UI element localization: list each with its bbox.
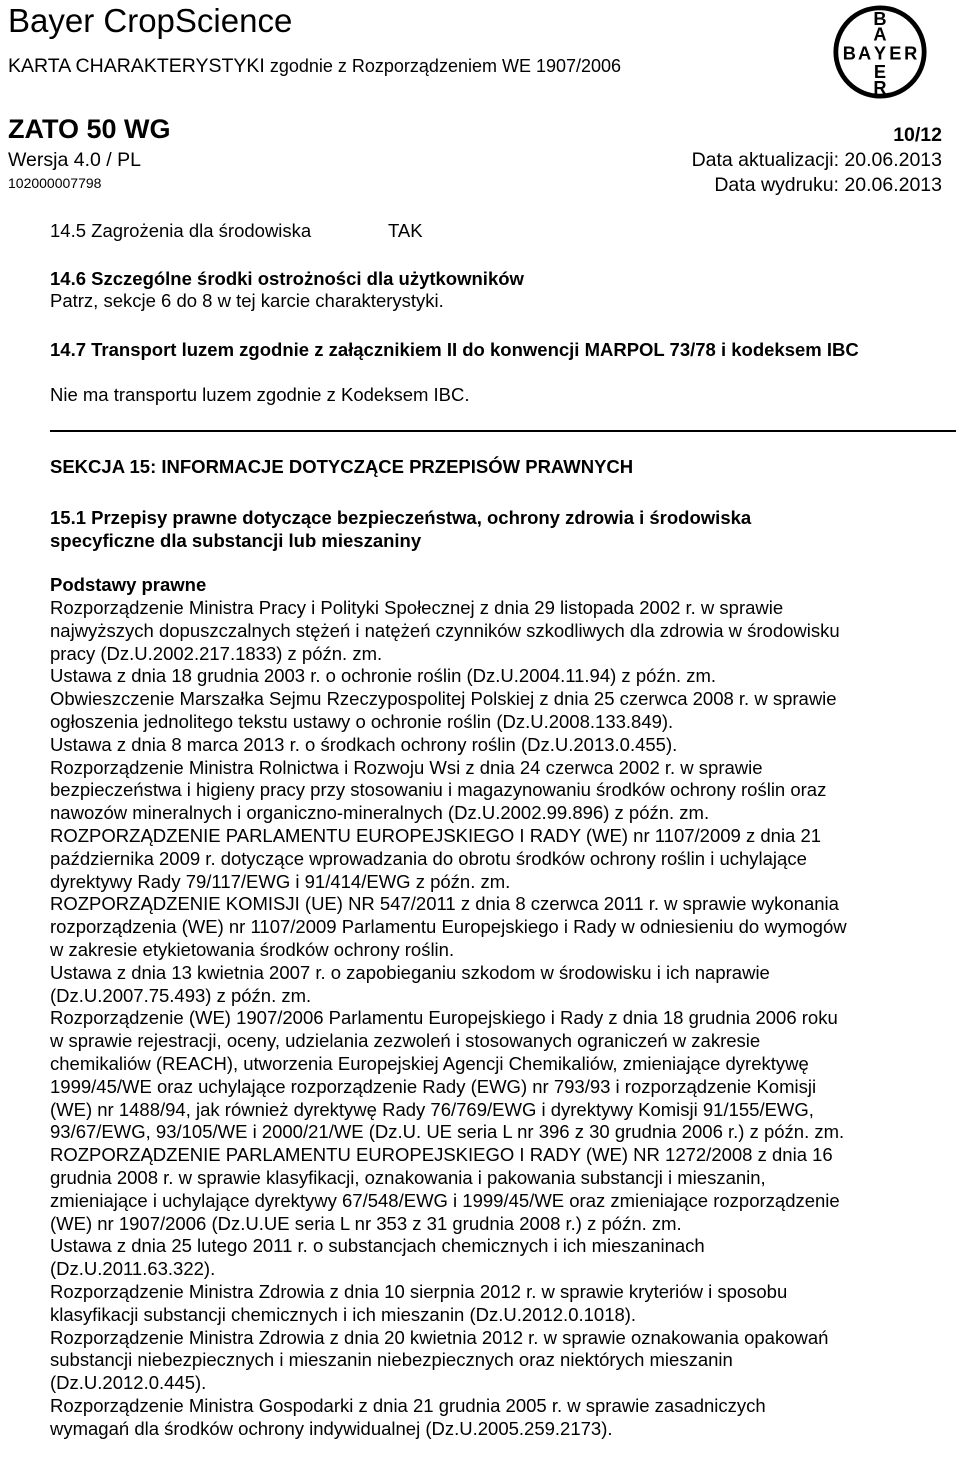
legal-text-line: pracy (Dz.U.2002.217.1833) z późn. zm. [50,642,383,664]
svg-text:E: E [873,60,887,82]
legal-text-line: Ustawa z dnia 18 grudnia 2003 r. o ochronie roślin (Dz.U.2004.11.94) z późn. zm. [50,665,717,687]
legal-text-line: ogłoszenia jednolitego tekstu ustawy o ochronie roślin (Dz.U.2008.133.849). [50,710,674,732]
section-14-5-value: TAK [388,220,423,241]
legal-text-line: 93/67/EWG, 93/105/WE i 2000/21/WE (Dz.U. UE seria L nr 396 z 30 grudnia 2006 r.) z późn. zm. [50,1121,845,1143]
section-14-7-text: Nie ma transportu luzem zgodnie z Kodeksem IBC. [50,384,470,405]
svg-text:R: R [904,42,918,64]
svg-text:R: R [873,77,887,99]
legal-text-line: ROZPORZĄDZENIE KOMISJI (UE) NR 547/2011 z dnia 8 czerwca 2011 r. w sprawie wykonania [50,893,839,915]
legal-text-line: rozporządzenia (WE) nr 1107/2009 Parlamentu Europejskiego i Rady w odniesieniu do wymogów [50,916,847,938]
legal-text-line: Rozporządzenie Ministra Zdrowia z dnia 20 kwietnia 2012 r. w sprawie oznakowania opakowań [50,1326,829,1348]
legal-text-line: 1999/45/WE oraz uchylające rozporządzenie Rady (EWG) nr 793/93 i rozporządzenie Komisji [50,1075,817,1097]
legal-text-line: października 2009 r. dotyczące wprowadzania do obrotu środków ochrony roślin i uchylające [50,847,807,869]
document-code: 102000007798 [8,175,102,191]
legal-text-line: (Dz.U.2011.63.322). [50,1258,216,1280]
legal-text-line: zmieniające i uchylające dyrektywy 67/548/EWG i 1999/45/WE oraz zmieniające rozporządzenie [50,1189,840,1211]
section-15-heading: SEKCJA 15: INFORMACJE DOTYCZĄCE PRZEPISÓW PRAWNYCH [50,456,634,477]
legal-basis-heading: Podstawy prawne [50,574,207,595]
legal-text-line: chemikaliów (REACH), utworzenia Europejskiej Agencji Chemikaliów, zmieniające dyrektywę [50,1052,809,1074]
document-title [8,55,621,78]
legal-text-line: ROZPORZĄDZENIE PARLAMENTU EUROPEJSKIEGO I RADY (WE) NR 1272/2008 z dnia 16 [50,1144,833,1166]
company-name: Bayer CropScience [8,2,293,39]
legal-text-line: (WE) nr 1907/2006 (Dz.U.UE seria L nr 353 z 31 grudnia 2008 r.) z późn. zm. [50,1212,682,1234]
legal-text-line: Rozporządzenie Ministra Zdrowia z dnia 10 sierpnia 2012 r. w sprawie kryteriów i sposobu [50,1280,788,1302]
document-title-regulation: zgodnie z Rozporządzeniem WE 1907/2006 [269,56,622,76]
legal-text-line: (Dz.U.2007.75.493) z późn. zm. [50,984,312,1006]
legal-text-line: w zakresie etykietowania środków ochrony roślin. [50,938,455,960]
legal-text-line: Ustawa z dnia 13 kwietnia 2007 r. o zapobieganiu szkodom w środowisku i ich naprawie [50,961,770,983]
legal-text-line: w sprawie rejestracji, oceny, udzielania zezwoleń i stosowanych ograniczeń w zakresie [50,1030,761,1052]
bayer-logo [832,4,928,100]
legal-text-line: klasyfikacji substancji chemicznych i ich mieszanin (Dz.U.2012.0.1018). [50,1303,637,1325]
legal-text-line: nawozów mineralnych i organiczno-mineralnych (Dz.U.2002.99.896) z późn. zm. [50,802,710,824]
svg-text:A: A [858,42,872,64]
version-label: Wersja 4.0 / PL [8,149,141,171]
legal-text-line: Rozporządzenie Ministra Pracy i Polityki Społecznej z dnia 29 listopada 2002 r. w sprawie [50,597,784,618]
svg-text:B: B [842,42,856,64]
section-14-6-heading: 14.6 Szczególne środki ostrożności dla użytkowników [50,268,524,289]
legal-text-line: (WE) nr 1488/94, jak również dyrektywę Rady 76/769/EWG i dyrektywy Komisji 91/155/EWG, [50,1098,814,1120]
section-divider [50,430,956,432]
legal-text-line: substancji niebezpiecznych i mieszanin niebezpiecznych oraz niektórych mieszanin [50,1349,733,1371]
legal-text-line: wymagań dla środków ochrony indywidualnej (Dz.U.2005.259.2173). [50,1417,613,1439]
page-number: 10/12 [893,124,942,146]
svg-text:E: E [889,42,902,64]
document-title-main: KARTA CHARAKTERYSTYKI [8,55,265,77]
legal-text-line: Rozporządzenie Ministra Rolnictwa i Rozwoju Wsi z dnia 24 czerwca 2002 r. w sprawie [50,756,763,778]
product-name: ZATO 50 WG [8,114,171,144]
legal-basis-list [50,597,940,1440]
section-15-1-heading [50,506,751,552]
print-date: Data wydruku: 20.06.2013 [714,174,942,196]
update-date: Data aktualizacji: 20.06.2013 [691,149,942,171]
legal-text-line: ROZPORZĄDZENIE PARLAMENTU EUROPEJSKIEGO I RADY (WE) nr 1107/2009 z dnia 21 [50,824,822,846]
legal-text-line: Ustawa z dnia 8 marca 2013 r. o środkach ochrony roślin (Dz.U.2013.0.455). [50,733,678,755]
section-14-6-text: Patrz, sekcje 6 do 8 w tej karcie charakterystyki. [50,290,444,311]
section-15-1-heading-line: 15.1 Przepisy prawne dotyczące bezpieczeństwa, ochrony zdrowia i środowiska [50,507,752,528]
legal-text-line: bezpieczeństwa i higieny pracy przy stosowaniu i magazynowaniu środków ochrony roślin oraz [50,779,827,801]
legal-text-line: (Dz.U.2012.0.445). [50,1372,207,1394]
legal-text-line: Rozporządzenie Ministra Gospodarki z dnia 21 grudnia 2005 r. w sprawie zasadniczych [50,1394,766,1416]
svg-text:Y: Y [873,42,887,64]
legal-text-line: grudnia 2008 r. w sprawie klasyfikacji, oznakowania i pakowania substancji i mieszanin, [50,1166,766,1188]
legal-text-line: Ustawa z dnia 25 lutego 2011 r. o substancjach chemicznych i ich mieszaninach [50,1235,705,1257]
legal-text-line: Rozporządzenie (WE) 1907/2006 Parlamentu Europejskiego i Rady z dnia 18 grudnia 2006 roku [50,1007,838,1029]
svg-text:A: A [873,23,887,45]
section-14-7-heading: 14.7 Transport luzem zgodnie z załącznikiem II do konwencji MARPOL 73/78 i kodeksem IBC [50,339,859,360]
legal-text-line: dyrektywy Rady 79/117/EWG i 91/414/EWG z późn. zm. [50,870,511,892]
svg-text:B: B [873,8,887,30]
section-14-5 [50,220,423,242]
section-14-5-label: 14.5 Zagrożenia dla środowiska [50,220,312,241]
legal-text-line: najwyższych dopuszczalnych stężeń i natężeń czynników szkodliwych dla zdrowia w środowisku [50,619,840,641]
legal-text-line: Obwieszczenie Marszałka Sejmu Rzeczypospolitej Polskiej z dnia 25 czerwca 2008 r. w sprawie [50,688,837,710]
section-15-1-heading-line: specyficzne dla substancji lub mieszaniny [50,530,422,551]
